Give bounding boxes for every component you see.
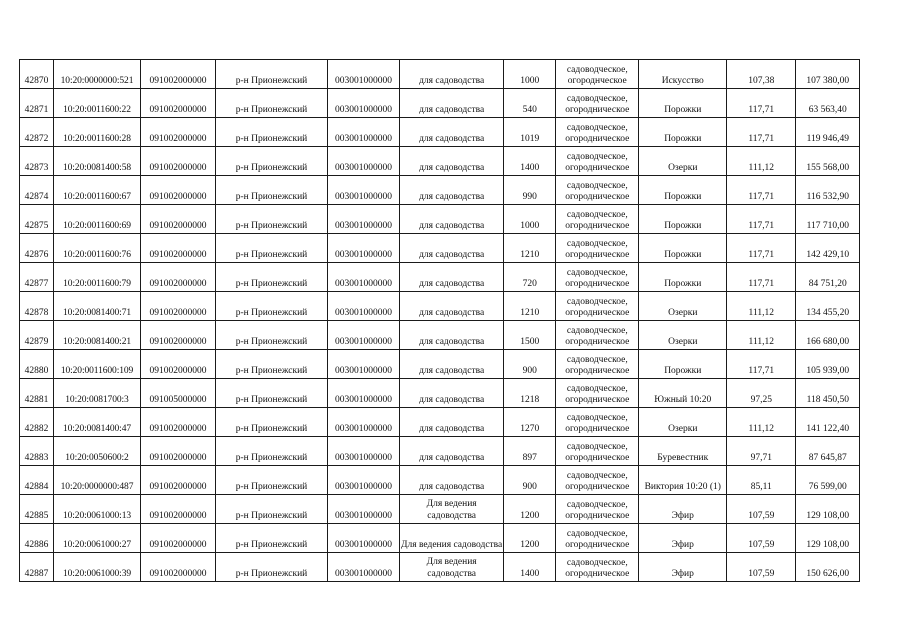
activity-type-line-2: огородническое: [565, 192, 630, 202]
row-number-cell: 42871: [20, 89, 54, 118]
specific-value-cell: 107,59: [727, 524, 796, 553]
district-cell: р-н Прионежский: [216, 60, 328, 89]
row-number-cell: 42878: [20, 292, 54, 321]
cadastral-number-cell: 10:20:0011600:109: [54, 350, 141, 379]
activity-type-line-1: садоводческое,: [566, 123, 628, 133]
activity-type-cell: [556, 350, 639, 379]
specific-value-cell: 97,71: [727, 437, 796, 466]
locality-cell: Порожки: [639, 176, 727, 205]
land-category-code-cell: 003001000000: [328, 205, 400, 234]
row-number-cell: 42885: [20, 495, 54, 524]
okato-code-cell: 091002000000: [141, 408, 216, 437]
district-cell: р-н Прионежский: [216, 176, 328, 205]
cadastral-number-cell: 10:20:0011600:67: [54, 176, 141, 205]
specific-value-cell: 111,12: [727, 292, 796, 321]
okato-code-cell: 091002000000: [141, 60, 216, 89]
activity-type-line-1: садоводческое,: [566, 297, 628, 307]
permitted-use-cell: для садоводства: [400, 176, 504, 205]
land-category-code-cell: 003001000000: [328, 466, 400, 495]
permitted-use-cell: для садоводства: [400, 60, 504, 89]
row-number-cell: 42881: [20, 379, 54, 408]
cadastral-value-cell: 166 680,00: [796, 321, 860, 350]
cadastral-number-cell: 10:20:0081400:21: [54, 321, 141, 350]
activity-type-line-1: садоводческое,: [566, 239, 628, 249]
land-category-code-cell: 003001000000: [328, 89, 400, 118]
activity-type-cell: [556, 118, 639, 147]
cadastral-number-cell: 10:20:0011600:76: [54, 234, 141, 263]
land-category-code-cell: 003001000000: [328, 408, 400, 437]
table-row: [20, 408, 860, 437]
cadastral-number-cell: 10:20:0061000:13: [54, 495, 141, 524]
cadastral-value-cell: 134 455,20: [796, 292, 860, 321]
permitted-use-cell: для садоводства: [400, 118, 504, 147]
cadastral-value-cell: 116 532,90: [796, 176, 860, 205]
row-number-cell: 42872: [20, 118, 54, 147]
district-cell: р-н Прионежский: [216, 205, 328, 234]
cadastral-value-cell: 142 429,10: [796, 234, 860, 263]
land-category-code-cell: 003001000000: [328, 60, 400, 89]
activity-type-line-1: садоводческое,: [566, 210, 628, 220]
cadastral-number-cell: 10:20:0011600:69: [54, 205, 141, 234]
permitted-use-cell: для садоводства: [400, 408, 504, 437]
okato-code-cell: 091002000000: [141, 234, 216, 263]
area-cell: 720: [504, 263, 556, 292]
table-row: [20, 118, 860, 147]
okato-code-cell: 091002000000: [141, 553, 216, 582]
locality-cell: Порожки: [639, 234, 727, 263]
locality-cell: Озерки: [639, 147, 727, 176]
permitted-use-cell: для садоводства: [400, 147, 504, 176]
district-cell: р-н Прионежский: [216, 89, 328, 118]
land-category-code-cell: 003001000000: [328, 176, 400, 205]
activity-type-line-2: огородническое: [565, 308, 630, 318]
area-cell: 1000: [504, 60, 556, 89]
district-cell: р-н Прионежский: [216, 321, 328, 350]
area-cell: 1200: [504, 495, 556, 524]
activity-type-line-2: огородническое: [565, 134, 630, 144]
activity-type-cell: [556, 553, 639, 582]
activity-type-cell: [556, 292, 639, 321]
activity-type-line-2: огородническое: [565, 366, 630, 376]
row-number-cell: 42875: [20, 205, 54, 234]
cadastral-number-cell: 10:20:0081400:71: [54, 292, 141, 321]
table-row: [20, 176, 860, 205]
cadastral-value-cell: 129 108,00: [796, 524, 860, 553]
activity-type-line-1: садоводческое,: [566, 529, 628, 539]
okato-code-cell: 091002000000: [141, 89, 216, 118]
locality-cell: Южный 10:20: [639, 379, 727, 408]
activity-type-line-2: огородническое: [565, 221, 630, 231]
table-row: [20, 379, 860, 408]
area-cell: 1400: [504, 553, 556, 582]
specific-value-cell: 107,38: [727, 60, 796, 89]
okato-code-cell: 091002000000: [141, 147, 216, 176]
activity-type-line-2: огородническое: [565, 105, 630, 115]
permitted-use-line-2: садоводства: [427, 511, 477, 521]
specific-value-cell: 97,25: [727, 379, 796, 408]
row-number-cell: 42887: [20, 553, 54, 582]
permitted-use-cell: для садоводства: [400, 292, 504, 321]
table-row: [20, 147, 860, 176]
okato-code-cell: 091002000000: [141, 437, 216, 466]
activity-type-cell: [556, 263, 639, 292]
activity-type-cell: [556, 234, 639, 263]
okato-code-cell: 091002000000: [141, 495, 216, 524]
cadastral-number-cell: 10:20:0011600:79: [54, 263, 141, 292]
district-cell: р-н Прионежский: [216, 292, 328, 321]
row-number-cell: 42886: [20, 524, 54, 553]
area-cell: 897: [504, 437, 556, 466]
locality-cell: Эфир: [639, 495, 727, 524]
activity-type-line-1: садоводческое,: [566, 181, 628, 191]
district-cell: р-н Прионежский: [216, 553, 328, 582]
row-number-cell: 42877: [20, 263, 54, 292]
activity-type-line-1: садоводческое,: [566, 384, 628, 394]
district-cell: р-н Прионежский: [216, 495, 328, 524]
cadastral-value-cell: 119 946,49: [796, 118, 860, 147]
cadastral-value-cell: 107 380,00: [796, 60, 860, 89]
area-cell: 990: [504, 176, 556, 205]
activity-type-line-2: огородническое: [565, 511, 630, 521]
land-category-code-cell: 003001000000: [328, 524, 400, 553]
area-cell: 1500: [504, 321, 556, 350]
cadastral-value-cell: 84 751,20: [796, 263, 860, 292]
cadastral-value-cell: 117 710,00: [796, 205, 860, 234]
table-row: [20, 60, 860, 89]
specific-value-cell: 107,59: [727, 553, 796, 582]
cadastral-number-cell: 10:20:0081700:3: [54, 379, 141, 408]
activity-type-line-2: огородническое: [565, 424, 630, 434]
cadastral-number-cell: 10:20:0081400:58: [54, 147, 141, 176]
cadastral-value-cell: 118 450,50: [796, 379, 860, 408]
area-cell: 1210: [504, 234, 556, 263]
permitted-use-cell: для садоводства: [400, 437, 504, 466]
okato-code-cell: 091002000000: [141, 176, 216, 205]
land-category-code-cell: 003001000000: [328, 234, 400, 263]
area-cell: 1400: [504, 147, 556, 176]
activity-type-line-2: огородническое: [565, 482, 630, 492]
table-row: [20, 437, 860, 466]
activity-type-line-2: огородническое: [565, 453, 630, 463]
activity-type-line-1: садоводческое,: [566, 268, 628, 278]
activity-type-line-2: огородническое: [565, 250, 630, 260]
activity-type-cell: [556, 147, 639, 176]
permitted-use-cell: для садоводства: [400, 321, 504, 350]
area-cell: 900: [504, 350, 556, 379]
okato-code-cell: 091002000000: [141, 524, 216, 553]
okato-code-cell: 091002000000: [141, 205, 216, 234]
table-row: [20, 234, 860, 263]
specific-value-cell: 117,71: [727, 176, 796, 205]
activity-type-line-2: огородническое: [565, 337, 630, 347]
row-number-cell: 42876: [20, 234, 54, 263]
specific-value-cell: 111,12: [727, 147, 796, 176]
table-row: [20, 495, 860, 524]
permitted-use-cell: для садоводства: [400, 89, 504, 118]
row-number-cell: 42874: [20, 176, 54, 205]
district-cell: р-н Прионежский: [216, 147, 328, 176]
specific-value-cell: 85,11: [727, 466, 796, 495]
row-number-cell: 42884: [20, 466, 54, 495]
row-number-cell: 42870: [20, 60, 54, 89]
table-row: [20, 89, 860, 118]
locality-cell: Искусство: [639, 60, 727, 89]
okato-code-cell: 091002000000: [141, 118, 216, 147]
area-cell: 900: [504, 466, 556, 495]
district-cell: р-н Прионежский: [216, 437, 328, 466]
permitted-use-cell: для садоводства: [400, 350, 504, 379]
cadastral-value-cell: 129 108,00: [796, 495, 860, 524]
district-cell: р-н Прионежский: [216, 263, 328, 292]
table-row: [20, 524, 860, 553]
activity-type-line-2: огородническое: [565, 279, 630, 289]
area-cell: 1210: [504, 292, 556, 321]
cadastral-number-cell: 10:20:0081400:47: [54, 408, 141, 437]
activity-type-line-2: огородническое: [565, 395, 630, 405]
activity-type-line-2: огородническое: [565, 569, 630, 579]
activity-type-line-1: садоводческое,: [566, 558, 628, 568]
table-row: [20, 466, 860, 495]
locality-cell: Порожки: [639, 205, 727, 234]
okato-code-cell: 091005000000: [141, 379, 216, 408]
locality-cell: Озерки: [639, 292, 727, 321]
activity-type-line-1: садоводческое,: [566, 326, 628, 336]
activity-type-line-1: садоводческое,: [566, 94, 628, 104]
specific-value-cell: 111,12: [727, 321, 796, 350]
locality-cell: Порожки: [639, 350, 727, 379]
area-cell: 1200: [504, 524, 556, 553]
specific-value-cell: 117,71: [727, 234, 796, 263]
okato-code-cell: 091002000000: [141, 263, 216, 292]
activity-type-cell: [556, 60, 639, 89]
specific-value-cell: 117,71: [727, 263, 796, 292]
activity-type-line-1: садоводческое,: [566, 442, 628, 452]
land-category-code-cell: 003001000000: [328, 437, 400, 466]
permitted-use-cell: для садоводства: [400, 263, 504, 292]
land-category-code-cell: 003001000000: [328, 350, 400, 379]
permitted-use-cell: для садоводства: [400, 234, 504, 263]
cadastral-value-cell: 141 122,40: [796, 408, 860, 437]
district-cell: р-н Прионежский: [216, 524, 328, 553]
specific-value-cell: 107,59: [727, 495, 796, 524]
activity-type-line-1: садоводческое,: [566, 413, 628, 423]
activity-type-cell: [556, 408, 639, 437]
cadastral-number-cell: 10:20:0011600:22: [54, 89, 141, 118]
table-row: [20, 292, 860, 321]
cadastral-number-cell: 10:20:0000000:487: [54, 466, 141, 495]
land-category-code-cell: 003001000000: [328, 553, 400, 582]
locality-cell: Порожки: [639, 89, 727, 118]
district-cell: р-н Прионежский: [216, 466, 328, 495]
activity-type-cell: [556, 176, 639, 205]
table-row: [20, 553, 860, 582]
table-row: [20, 263, 860, 292]
district-cell: р-н Прионежский: [216, 118, 328, 147]
locality-cell: Порожки: [639, 263, 727, 292]
area-cell: 540: [504, 89, 556, 118]
activity-type-cell: [556, 466, 639, 495]
land-category-code-cell: 003001000000: [328, 321, 400, 350]
activity-type-line-1: садоводческое,: [566, 152, 628, 162]
cadastral-value-cell: 155 568,00: [796, 147, 860, 176]
locality-cell: Эфир: [639, 553, 727, 582]
permitted-use-line-1: Для ведения: [426, 557, 477, 567]
row-number-cell: 42879: [20, 321, 54, 350]
activity-type-line-2: огороднческое: [567, 76, 627, 86]
okato-code-cell: 091002000000: [141, 350, 216, 379]
land-category-code-cell: 003001000000: [328, 379, 400, 408]
permitted-use-cell: для садоводства: [400, 466, 504, 495]
activity-type-line-1: садоводческое,: [566, 65, 628, 75]
specific-value-cell: 117,71: [727, 89, 796, 118]
area-cell: 1270: [504, 408, 556, 437]
land-category-code-cell: 003001000000: [328, 263, 400, 292]
cadastral-number-cell: 10:20:0061000:27: [54, 524, 141, 553]
locality-cell: Эфир: [639, 524, 727, 553]
permitted-use-cell: [400, 495, 504, 524]
cadastral-value-cell: 150 626,00: [796, 553, 860, 582]
table-row: [20, 350, 860, 379]
activity-type-line-1: садоводческое,: [566, 355, 628, 365]
row-number-cell: 42883: [20, 437, 54, 466]
area-cell: 1019: [504, 118, 556, 147]
activity-type-cell: [556, 524, 639, 553]
activity-type-cell: [556, 89, 639, 118]
locality-cell: Буревестник: [639, 437, 727, 466]
permitted-use-cell: для садоводства: [400, 379, 504, 408]
cadastral-value-cell: 105 939,00: [796, 350, 860, 379]
area-cell: 1000: [504, 205, 556, 234]
activity-type-line-1: садоводческое,: [566, 500, 628, 510]
okato-code-cell: 091002000000: [141, 292, 216, 321]
specific-value-cell: 117,71: [727, 205, 796, 234]
cadastral-value-cell: 63 563,40: [796, 89, 860, 118]
land-category-code-cell: 003001000000: [328, 118, 400, 147]
locality-cell: Виктория 10:20 (1): [639, 466, 727, 495]
district-cell: р-н Прионежский: [216, 379, 328, 408]
specific-value-cell: 117,71: [727, 350, 796, 379]
land-category-code-cell: 003001000000: [328, 495, 400, 524]
specific-value-cell: 111,12: [727, 408, 796, 437]
district-cell: р-н Прионежский: [216, 408, 328, 437]
row-number-cell: 42880: [20, 350, 54, 379]
row-number-cell: 42873: [20, 147, 54, 176]
cadastral-number-cell: 10:20:0011600:28: [54, 118, 141, 147]
land-category-code-cell: 003001000000: [328, 147, 400, 176]
okato-code-cell: 091002000000: [141, 321, 216, 350]
cadastral-number-cell: 10:20:0050600:2: [54, 437, 141, 466]
activity-type-line-2: огородническое: [565, 540, 630, 550]
activity-type-line-2: огородническое: [565, 163, 630, 173]
activity-type-cell: [556, 437, 639, 466]
locality-cell: Порожки: [639, 118, 727, 147]
okato-code-cell: 091002000000: [141, 466, 216, 495]
activity-type-cell: [556, 379, 639, 408]
cadastral-value-cell: 76 599,00: [796, 466, 860, 495]
activity-type-cell: [556, 495, 639, 524]
permitted-use-cell: для садоводства: [400, 205, 504, 234]
locality-cell: Озерки: [639, 321, 727, 350]
district-cell: р-н Прионежский: [216, 350, 328, 379]
activity-type-line-1: садоводческое,: [566, 471, 628, 481]
cadastral-number-cell: 10:20:0061000:39: [54, 553, 141, 582]
district-cell: р-н Прионежский: [216, 234, 328, 263]
cadastral-number-cell: 10:20:0000000:521: [54, 60, 141, 89]
permitted-use-cell: [400, 553, 504, 582]
activity-type-cell: [556, 321, 639, 350]
specific-value-cell: 117,71: [727, 118, 796, 147]
table-body: [20, 60, 860, 582]
table-row: [20, 205, 860, 234]
cadastral-value-cell: 87 645,87: [796, 437, 860, 466]
activity-type-cell: [556, 205, 639, 234]
permitted-use-line-2: садоводства: [427, 569, 477, 579]
land-category-code-cell: 003001000000: [328, 292, 400, 321]
permitted-use-line-1: Для ведения: [426, 499, 477, 509]
table-row: [20, 321, 860, 350]
row-number-cell: 42882: [20, 408, 54, 437]
area-cell: 1218: [504, 379, 556, 408]
locality-cell: Озерки: [639, 408, 727, 437]
permitted-use-cell: Для ведения садоводства: [400, 524, 504, 553]
cadastral-value-table: [19, 59, 860, 582]
